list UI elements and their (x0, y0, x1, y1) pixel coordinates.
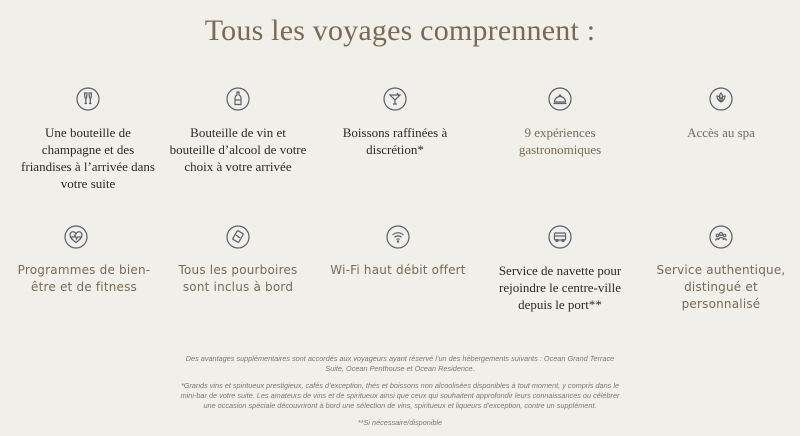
feature-label: Boissons raffinées à discrétion* (342, 125, 448, 157)
footnote-2: *Grands vins et spiritueux prestigieux, cafés d’exception, thés et boissons non alcoolisées disponibles à tout moment, y compris dans le mini-bar de votre suite. Les amateurs de vins et de spiritueux ainsi que ceux qui souhaitent approfondir leurs connaissances ou célébrer une occasion spéciale découvriront à bord une sélection de vins, spiritueux et liqueurs d’exception, contre un supplément. (180, 381, 620, 410)
feature-label: 9 expériences gastronomiques (518, 125, 602, 157)
feature-wellness (6, 224, 151, 296)
feature-label: Accès au spa (687, 125, 755, 140)
champagne-glasses-icon (75, 86, 101, 112)
footnotes (180, 354, 620, 428)
footnote-1: Des avantages supplémentaires sont accordés aux voyageurs ayant réservé l’un des hébergements suivants : Ocean Grand Terrace Suite, Ocean Penthouse et Ocean Residence. (185, 354, 615, 373)
feature-label: Programmes de bien-être et de fitness (17, 263, 151, 294)
feature-wine (168, 86, 308, 175)
feature-spa (651, 86, 791, 141)
feature-label: Une bouteille de champagne et des friandises à l’arrivée dans votre suite (21, 125, 155, 191)
shuttle-bus-icon (547, 224, 573, 250)
features-row-1 (0, 86, 800, 224)
tip-card-icon (225, 224, 251, 250)
feature-gastronomy (490, 86, 630, 158)
feature-shuttle (490, 224, 630, 313)
feature-champagne (18, 86, 158, 192)
feature-label: Service authentique, distingué et personnalisé (656, 263, 786, 311)
wine-bottle-icon (225, 86, 251, 112)
feature-drinks (325, 86, 465, 158)
features-row-2 (0, 224, 800, 362)
page-title: Tous les voyages comprennent : (204, 14, 596, 47)
feature-label: Wi-Fi haut débit offert (330, 263, 466, 277)
feature-service (651, 224, 791, 313)
lotus-icon (708, 86, 734, 112)
footnote-3: **Si nécessaire/disponible (357, 418, 443, 427)
wifi-icon (385, 224, 411, 250)
cloche-icon (547, 86, 573, 112)
heart-pulse-icon (63, 224, 89, 250)
feature-tips (168, 224, 308, 296)
feature-wifi (328, 224, 468, 279)
feature-label: Bouteille de vin et bouteille d’alcool de votre choix à votre arrivée (169, 125, 307, 174)
cocktail-icon (382, 86, 408, 112)
feature-label: Tous les pourboires sont inclus à bord (178, 263, 298, 294)
service-people-icon (708, 224, 734, 250)
feature-label: Service de navette pour rejoindre le centre-ville depuis le port** (498, 263, 622, 312)
features-grid (0, 86, 800, 362)
